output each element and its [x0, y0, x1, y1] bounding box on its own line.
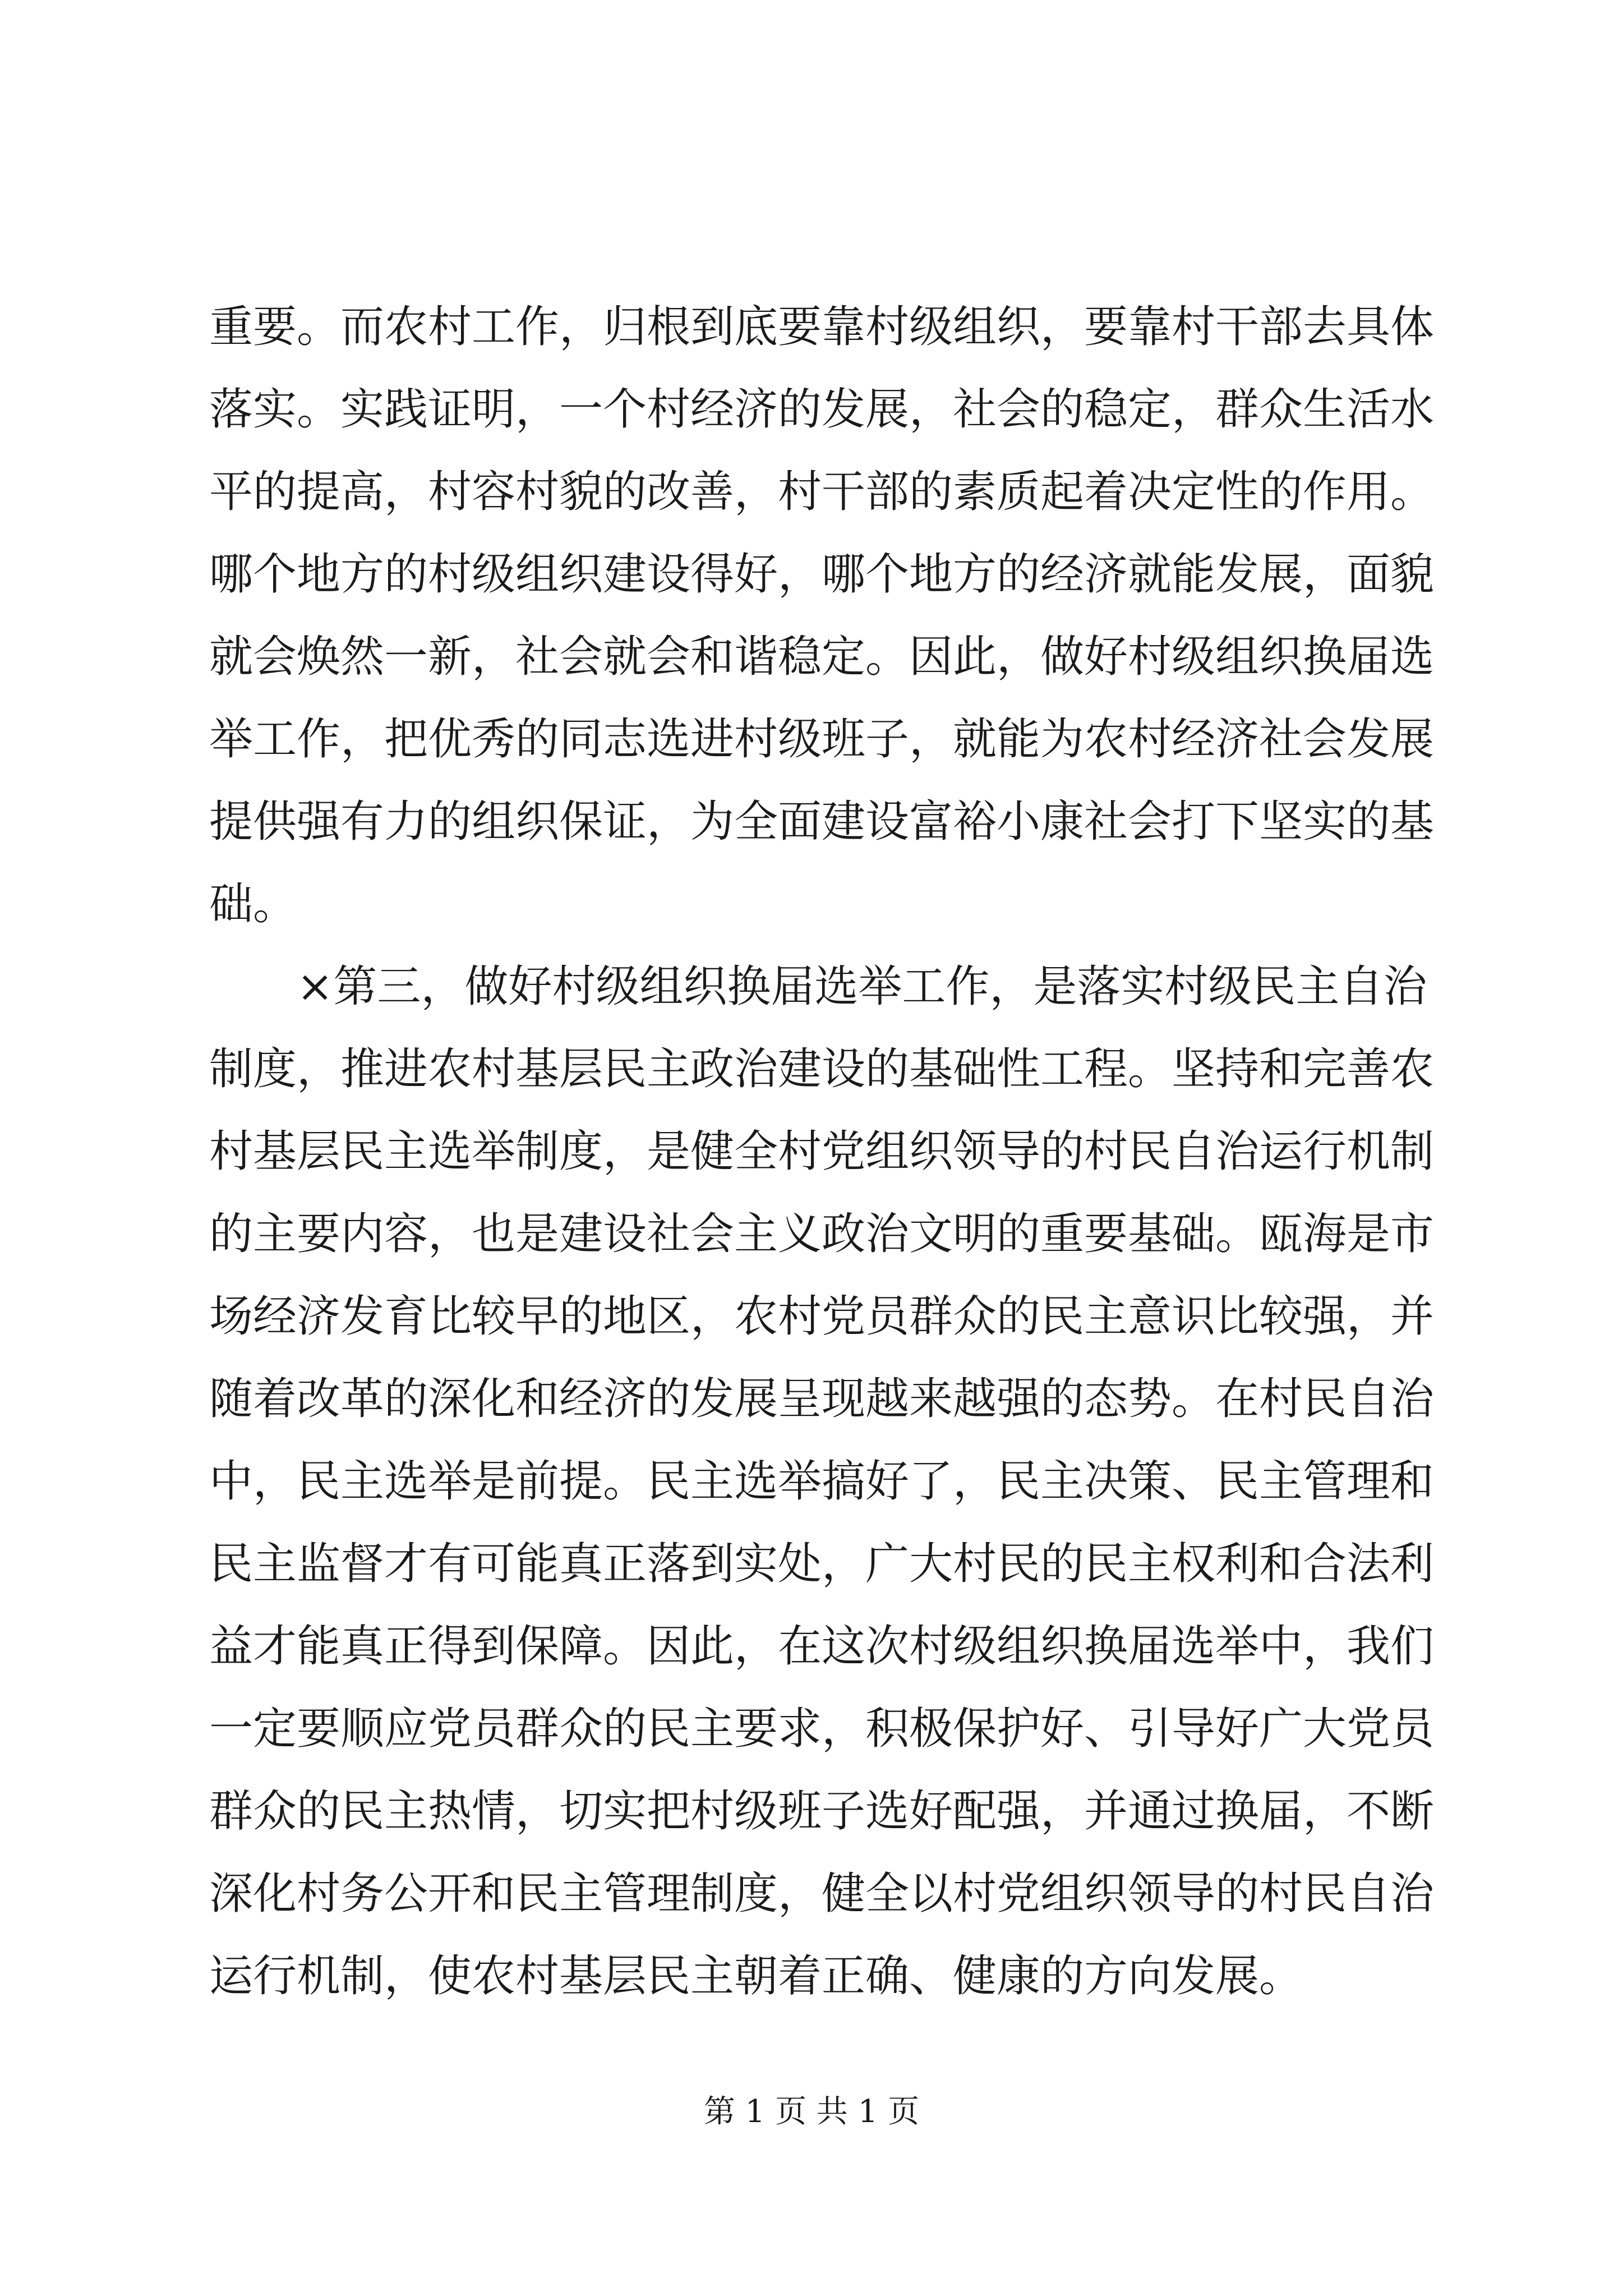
body-text-line: 平的提高，村容村貌的改善，村干部的素质起着决定性的作用。 [209, 467, 1435, 517]
body-text-line: 哪个地方的村级组织建设得好，哪个地方的经济就能发展，面貌 [209, 549, 1435, 600]
body-text-line: 落实。实践证明，一个村经济的发展，社会的稳定，群众生活水 [209, 384, 1435, 435]
body-text-line: 益才能真正得到保障。因此，在这次村级组织换届选举中，我们 [209, 1621, 1435, 1672]
body-text-line: 举工作，把优秀的同志选进村级班子，就能为农村经济社会发展 [209, 714, 1435, 765]
body-text-line: 中，民主选举是前提。民主选举搞好了，民主决策、民主管理和 [209, 1456, 1435, 1507]
body-text-line: 运行机制，使农村基层民主朝着正确、健康的方向发展。 [209, 1951, 1303, 2001]
body-text-line: ×第三，做好村级组织换届选举工作，是落实村级民主自治 [209, 961, 1427, 1012]
body-text-line: 的主要内容，也是建设社会主义政治文明的重要基础。瓯海是市 [209, 1209, 1435, 1259]
body-text-line: 村基层民主选举制度，是健全村党组织领导的村民自治运行机制 [209, 1126, 1435, 1177]
body-text-line: 场经济发育比较早的地区，农村党员群众的民主意识比较强，并 [209, 1291, 1435, 1342]
body-text-line: 制度，推进农村基层民主政治建设的基础性工程。坚持和完善农 [209, 1044, 1435, 1094]
body-text-line: 深化村务公开和民主管理制度，健全以村党组织领导的村民自治 [209, 1869, 1435, 1919]
body-text-line: 就会焕然一新，社会就会和谐稳定。因此，做好村级组织换届选 [209, 632, 1435, 682]
page-footer: 第 1 页 共 1 页 [703, 2093, 920, 2130]
body-text-line: 一定要顺应党员群众的民主要求，积极保护好、引导好广大党员 [209, 1704, 1435, 1754]
body-text-line: 随着改革的深化和经济的发展呈现越来越强的态势。在村民自治 [209, 1374, 1435, 1424]
body-text-line: 础。 [209, 879, 297, 930]
body-text-line: 民主监督才有可能真正落到实处，广大村民的民主权利和合法利 [209, 1539, 1435, 1589]
body-text-line: 重要。而农村工作，归根到底要靠村级组织，要靠村干部去具体 [209, 302, 1435, 352]
body-text-line: 提供强有力的组织保证，为全面建设富裕小康社会打下坚实的基 [209, 797, 1435, 847]
body-text-line: 群众的民主热情，切实把村级班子选好配强，并通过换届，不断 [209, 1786, 1435, 1837]
document-body [209, 286, 1435, 2018]
